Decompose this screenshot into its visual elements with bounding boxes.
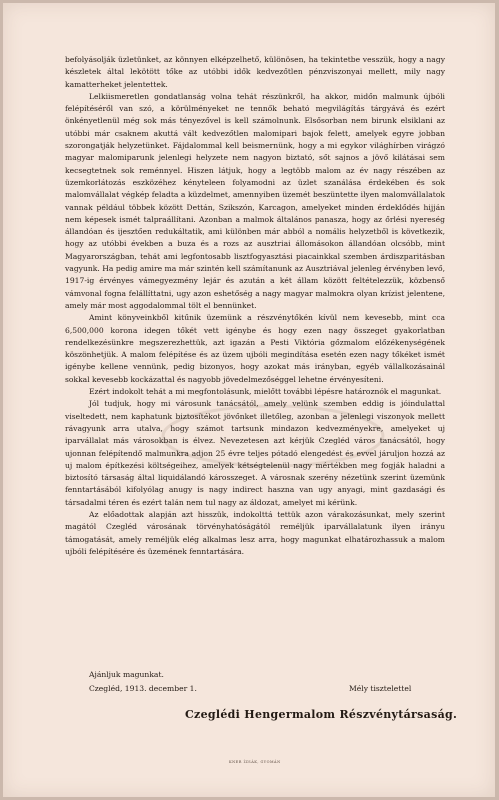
paragraph: Ezért indokolt tehát a mi megfontolásunk, mielőtt további lépésre határoznók el magunkat. xyxy=(89,387,442,397)
letter-body xyxy=(65,54,445,558)
paragraph: Lelkiismeretlen gondatlanság volna tehát részünkről, ha akkor, midőn malmunk újbóli felépítéséről van szó, a körülményeket ne tennők beható megvilágítás tárgyává és ezért önkényetlenül még sok más tényezővel is kell számolnunk. Elsősorban nem birunk elsiklani az utóbbi már csaknem akuttá vált kedvezőtlen malomipari bajok felett, amelyek egyre jobban szorongatják helyzetünket. Fájdalommal kell beismernünk, hogy a mi egykor világhírben virágzó magyar malomiparunk jelenlegi helyzete nem nagyon biztató, sőt sajnos a jövő kilátásai sem kecsegtetnek sok reménnyel. Hiszen látjuk, hogy a legtöbb malom az év nagy részében az üzemkorlátozás eszközéhez kényteleen folyamodni az üzlet szanálása érdekében és sok malomvállalat végkép feladta a küzdelmet, amennyiben üzemét beszüntette ilyen malomvállalatok vannak például többek között Dettán, Szikszón, Karcagon, amelyeket minden érdeklődés hijján nem képesek ismét talpraállítani. Azonban a malmok általános panasza, hogy az őrlési nyereség állandóan és ijesztően redukáltatik, ami különben már abból a nomális helyzetből is következik, hogy az utóbbi években a buza és a rozs az ausztriai állomásokon állandóan olcsóbb, mint Magyarországban, tehát ami legfontosabb lisztfogyasztási piacainkkal szemben árdiszparitásban vagyunk. Ha pedig amire ma már szintén kell számítanunk az Ausztriával jelenleg érvényben levő, 1917-ig érvényes vámegyezmény lejár és azután a két állam között feltételezzük, közbenső vámvonal fogna felállíttatni, ugy azon eshetőség a nagy magyar malmokra olyan krízist jelentene, amely már most aggodalommal tölt el bennünket. xyxy=(65,91,445,310)
letter-page xyxy=(3,3,495,797)
place-date: Czegléd, 1913. december 1. xyxy=(89,684,197,693)
closing: Mély tisztelettel xyxy=(349,684,412,693)
paragraph: befolyásolják üzletünket, az könnyen elképzelhető, különösen, ha tekintetbe vesszük, hogy a nagy készletek által lekötött tőke az utóbbi idők kedvezőtlen pénzviszonyai mellett, mily nagy kamatterheket jelentettek. xyxy=(65,55,445,89)
paragraph: Amint könyveinkből kitűnik üzemünk a részvénytőkén kívül nem kevesebb, mint cca 6,500,000 korona idegen tőkét vett igénybe és hogy ezen nagy összeget gyakorlatban rendelkezésünkre megszerezhettük, azt igazán a Pesti Viktória gőzmalom előzékenységének köszönhetjük. A malom felépítése és az üzem ujbóli megindítása esetén ezen nagy tőkéket ismét igénybe kellene vennünk, pedig bizonyos, hogy azokat más irányban, egyéb vállalkozásainál sokkal kevesebb kockázattal és nagyobb jövedelmezőséggel lehetne érvényesíteni. xyxy=(65,313,445,384)
greeting: Ajánljuk magunkat. xyxy=(89,670,164,679)
company-name: Czeglédi Hengermalom Részvénytársaság. xyxy=(185,708,458,721)
printer-mark: KNER ÍZSÁK, GYOMÁN xyxy=(229,760,281,764)
paragraph: Az előadottak alapján azt hisszük, indokolttá tettük azon várakozásunkat, mely szerint magától Czegléd városának törvényhatóságától reméljük iparvállalatunk ilyen irányu támogatását, amely reméljük elég alkalmas lesz arra, hogy magunkat elhatározhassuk a malom ujbóli felépítésére és üzemének fenntartására. xyxy=(65,509,445,556)
paragraph: Jól tudjuk, hogy mi városunk tanácsától, amely velünk szemben eddig is jóindulattal viseltedett, nem kaphatunk biztosítékot jövőnket illetőleg, azonban a jelenlegi viszonyok mellett rávagyunk arra utalva, hogy számot tartsunk mindazon kedvezményekre, amelyeket uj iparvállalat más városokban is élvez. Nevezetesen azt kérjük Czegléd város tanácsától, hogy ujonnan felépítendő malmunkra adjon 25 évre teljes pótadó elengedést és evvel járuljon hozzá az uj malom építkezési költségeihez, amelyek kétségtelenül nagy mértékben meg fogják haladni a biztosító társaság által liquidálandó károsszeget. A városnak szerény nézetünk szerint üzemünk fenntartásából kifolyólag anugy is nagy indirect haszna van ugy anyagi, mint gazdasági és társadalmi téren és ezért talán nem tul nagy az áldozat, amelyet mi kérünk. xyxy=(65,399,445,507)
